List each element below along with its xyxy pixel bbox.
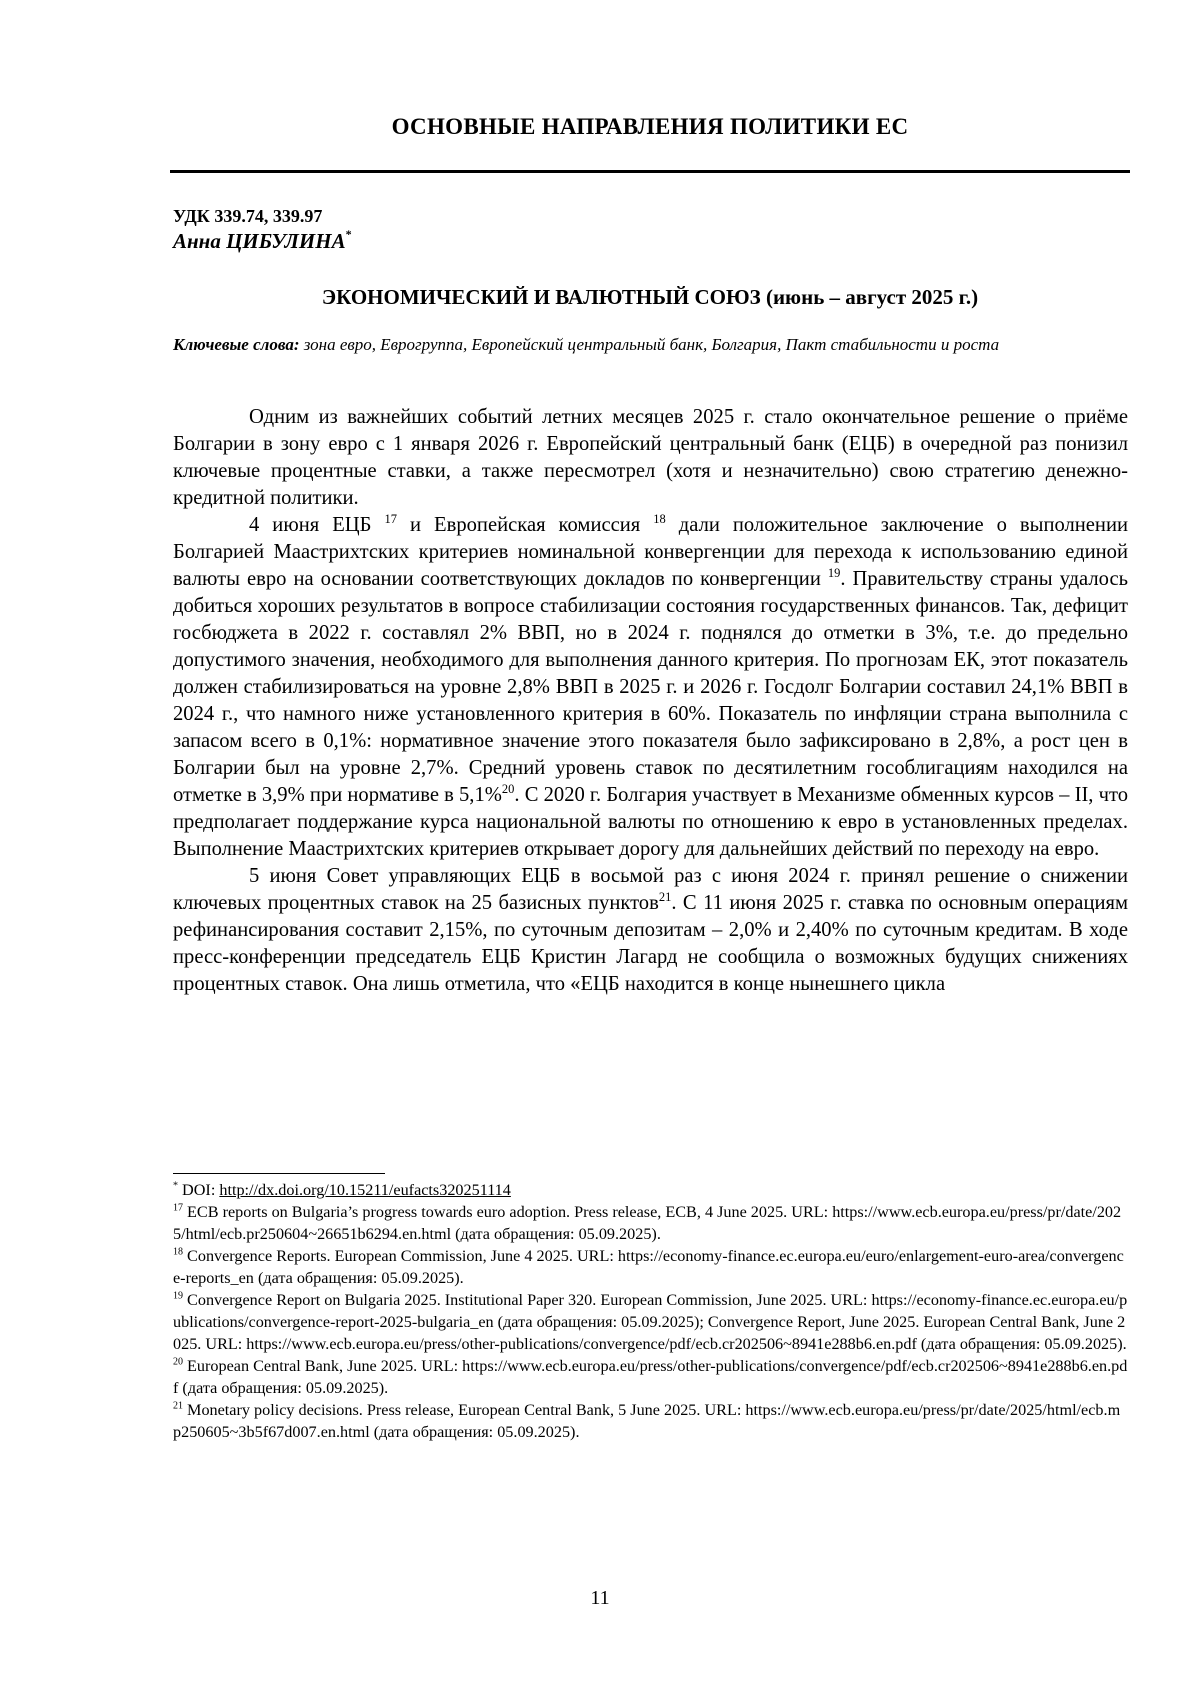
- paragraph-3: [173, 863, 1128, 998]
- footnote-mark: 21: [173, 1400, 183, 1412]
- footnote-mark: *: [173, 1180, 178, 1192]
- paragraph-text: . С 11 июня 2025 г. ставка по основным операциям рефинансирования составит 2,15%, по суточным депозитам – 2,0% и 2,40% по суточным кредитам. В ходе пресс-конференции председатель ЕЦБ Кристин Лагард не сообщила о возможных будущих снижениях процентных ставок. Она лишь отметила, что «ЕЦБ находится в конце нынешнего цикла: [173, 892, 1128, 995]
- paragraph-text: 4 июня ЕЦБ: [249, 514, 385, 536]
- footnote-20: [173, 1355, 1128, 1399]
- header-divider: [170, 170, 1130, 173]
- author-name-text: Анна ЦИБУЛИНА: [173, 229, 346, 253]
- footnote-ref-17[interactable]: 17: [384, 512, 397, 527]
- footnote-text: Convergence Reports. European Commission, June 4 2025. URL: https://economy-finance.ec.europa.eu/euro/enlargement-euro-area/convergence-reports_en (дата обращения: 05.09.2025).: [173, 1247, 1124, 1287]
- footnote-text: European Central Bank, June 2025. URL: https://www.ecb.europa.eu/press/other-publications/convergence/pdf/ecb.cr202506~8941e288b6.en.pdf (дата обращения: 05.09.2025).: [173, 1357, 1128, 1397]
- footnote-ref-19[interactable]: 19: [827, 566, 841, 581]
- section-title: ОСНОВНЫЕ НАПРАВЛЕНИЯ ПОЛИТИКИ ЕС: [391, 114, 909, 139]
- doi-link[interactable]: http://dx.doi.org/10.15211/eufacts320251114: [219, 1181, 511, 1199]
- udk-code: УДК 339.74, 339.97: [173, 206, 323, 226]
- paragraph-1: Одним из важнейших событий летних месяцев 2025 г. стало окончательное решение о приёме Болгарии в зону евро с 1 января 2026 г. Европейский центральный банк (ЕЦБ) в очередной раз понизил ключевые процентные ставки, а также пересмотрел (хотя и незначительно) свою стратегию денежно-кредитной политики.: [173, 406, 1128, 509]
- footnote-text: Convergence Report on Bulgaria 2025. Institutional Paper 320. European Commission, June 2025. URL: https://economy-finance.ec.europa.eu/publications/convergence-report-2025-bulgaria_en (дата обращения: 05.09.2025); Convergence Report, June 2025. European Central Bank, June 2025. URL: https://www.ecb.europa.eu/press/other-publications/convergence/pdf/ecb.cr202506~8941e288b6.en.pdf (дата обращения: 05.09.2025).: [173, 1291, 1128, 1353]
- footnote-divider: [173, 1173, 385, 1174]
- article-body: [173, 404, 1128, 998]
- keywords: [173, 333, 1128, 357]
- author-footnote-mark[interactable]: *: [345, 227, 352, 241]
- footnote-19: [173, 1289, 1128, 1355]
- footnote-mark: 18: [173, 1246, 183, 1258]
- article-title: ЭКОНОМИЧЕСКИЙ И ВАЛЮТНЫЙ СОЮЗ (июнь – август 2025 г.): [321, 285, 979, 309]
- keywords-list: зона евро, Еврогруппа, Европейский центральный банк, Болгария, Пакт стабильности и роста: [303, 335, 1000, 354]
- paragraph-text: и Европейская комиссия: [397, 514, 654, 536]
- footnote-text: ECB reports on Bulgaria’s progress towards euro adoption. Press release, ECB, 4 June 2025. URL: https://www.ecb.europa.eu/press/pr/date/2025/html/ecb.pr250604~26651b6294.en.html (дата обращения: 05.09.2025).: [173, 1203, 1122, 1243]
- paragraph-text: . С 2020 г. Болгария участвует в Механизме обменных курсов – II, что предполагает поддержание курса национальной валюты по отношению к евро в установленных пределах. Выполнение Маастрихтских критериев открывает дорогу для дальнейших действий по переходу на евро.: [173, 784, 1128, 860]
- keywords-label: Ключевые слова:: [173, 335, 300, 354]
- footnote-ref-21[interactable]: 21: [658, 890, 672, 905]
- footnote-21: [173, 1399, 1128, 1443]
- footnote-mark: 20: [173, 1356, 183, 1368]
- footnote-18: [173, 1245, 1128, 1289]
- paragraph-2: [173, 512, 1128, 863]
- paragraph-text: . Правительству страны удалось добиться хороших результатов в вопросе стабилизации состояния государственных финансов. Так, дефицит госбюджета в 2022 г. составлял 2% ВВП, но в 2024 г. поднялся до отметки в 3%, т.е. до предельно допустимого значения, необходимого для выполнения данного критерия. По прогнозам ЕК, этот показатель должен стабилизироваться на уровне 2,8% ВВП в 2025 г. и 2026 г. Госдолг Болгарии составил 24,1% ВВП в 2024 г., что намного ниже установленного критерия в 60%. Показатель по инфляции страна выполнила с запасом всего в 0,1%: нормативное значение этого показателя было зафиксировано в 2,8%, а рост цен в Болгарии был на уровне 2,7%. Средний уровень ставок по десятилетним гособлигациям находился на отметке в 3,9% при нормативе в 5,1%: [173, 568, 1128, 806]
- footnote-mark: 17: [173, 1202, 183, 1214]
- page-number: 11: [590, 1587, 610, 1609]
- footnote-mark: 19: [173, 1290, 183, 1302]
- footnote-text: DOI:: [178, 1181, 220, 1199]
- footnote-ref-18[interactable]: 18: [653, 512, 666, 527]
- paragraph-text: 5 июня Совет управляющих ЕЦБ в восьмой раз с июня 2024 г. принял решение о снижении ключевых процентных ставок на 25 базисных пунктов: [173, 865, 1128, 914]
- author-name: [173, 229, 352, 254]
- footnote-doi: [173, 1179, 1128, 1201]
- footnote-text: Monetary policy decisions. Press release, European Central Bank, 5 June 2025. URL: https://www.ecb.europa.eu/press/pr/date/2025/html/ecb.mp250605~3b5f67d007.en.html (дата обращения: 05.09.2025).: [173, 1401, 1121, 1441]
- footnote-ref-20[interactable]: 20: [501, 782, 515, 797]
- footnotes: [173, 1179, 1128, 1443]
- paragraph-text: дали положительное заключение о выполнении Болгарией Маастрихтских критериев номинальной конвергенции для перехода к использованию единой валюты евро на основании соответствующих докладов по конвергенции: [173, 514, 1128, 590]
- footnote-17: [173, 1201, 1128, 1245]
